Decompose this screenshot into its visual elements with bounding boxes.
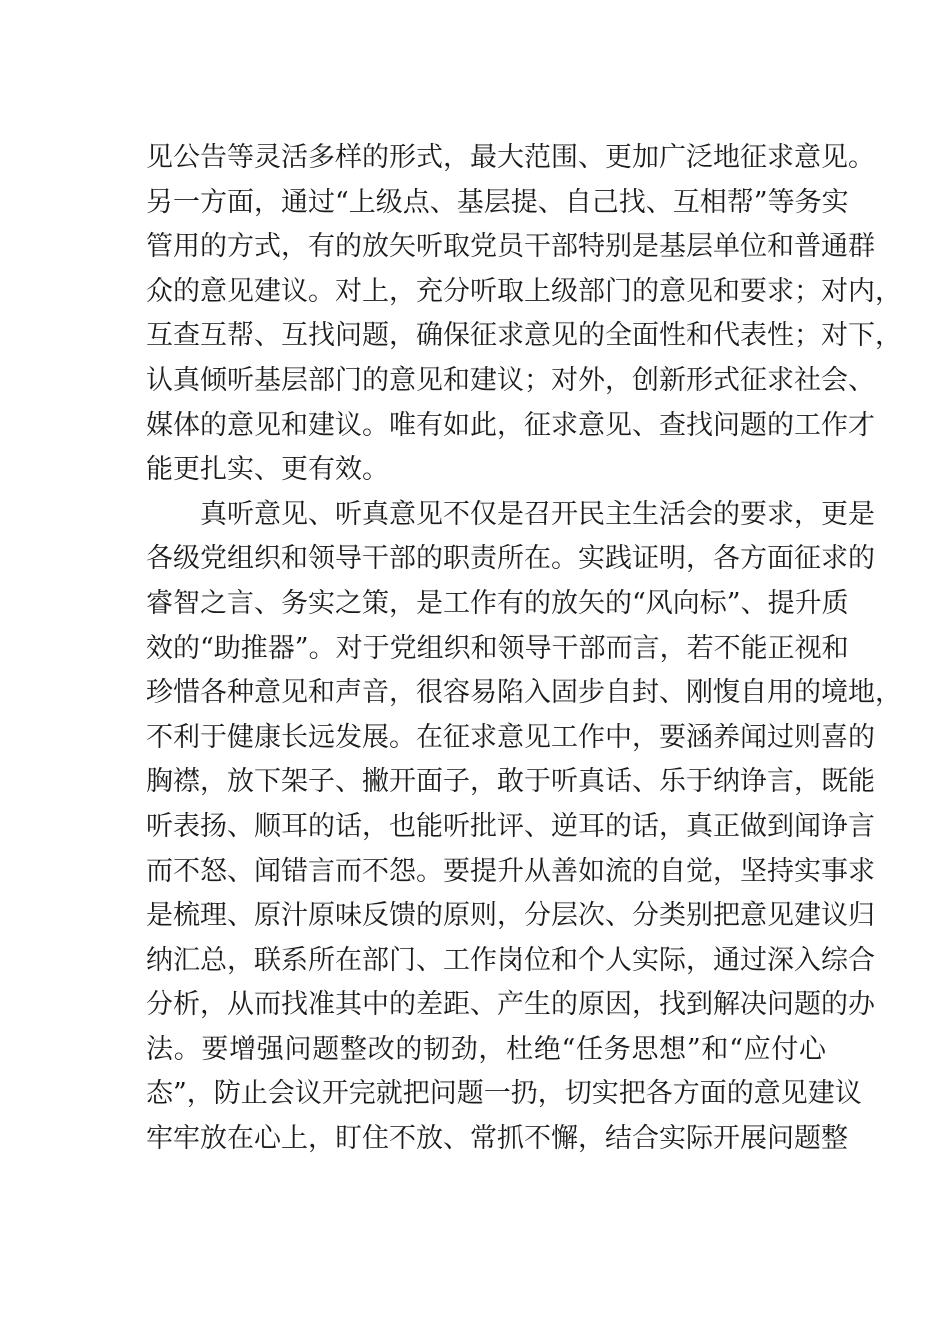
text-line: 是梳理、原汁原味反馈的原则，分层次、分类别把意见建议归 [146, 900, 875, 932]
text-line: 效的“助推器”。对于党组织和领导干部而言，若不能正视和 [146, 632, 849, 664]
text-line: 见公告等灵活多样的形式，最大范围、更加广泛地征求意见。 [146, 142, 875, 173]
text-line: 法。要增强问题整改的韧劲，杜绝“任务思想”和“应付心 [146, 1033, 826, 1065]
text-line: 胸襟，放下架子、撇开面子，敢于听真话、乐于纳诤言，既能 [146, 766, 875, 798]
text-line: 纳汇总，联系所在部门、工作岗位和个人实际，通过深入综合 [146, 944, 875, 976]
text-line: 管用的方式，有的放矢听取党员干部特别是基层单位和普通群 [146, 231, 875, 263]
text-line: 另一方面，通过“上级点、基层提、自己找、互相帮”等务实 [146, 186, 849, 218]
text-line: 不利于健康长远发展。在征求意见工作中，要涵养闻过则喜的 [146, 721, 875, 753]
text-line: 众的意见建议。对上，充分听取上级部门的意见和要求；对内， [146, 275, 902, 307]
text-line: 互查互帮、互找问题，确保征求意见的全面性和代表性；对下， [146, 320, 902, 352]
text-line: 而不怒、闻错言而不怨。要提升从善如流的自觉，坚持实事求 [146, 855, 875, 887]
document-body [146, 136, 902, 1162]
text-line: 珍惜各种意见和声音，很容易陷入固步自封、刚愎自用的境地， [146, 677, 902, 709]
text-line: 媒体的意见和建议。唯有如此，征求意见、查找问题的工作才 [146, 409, 875, 441]
text-line: 分析，从而找准其中的差距、产生的原因，找到解决问题的办 [146, 989, 875, 1021]
text-line: 真听意见、听真意见不仅是召开民主生活会的要求，更是 [200, 498, 875, 530]
text-line: 态”，防止会议开完就把问题一扔，切实把各方面的意见建议 [146, 1078, 862, 1110]
text-line: 牢牢放在心上，盯住不放、常抓不懈，结合实际开展问题整 [146, 1123, 848, 1155]
text-line: 各级党组织和领导干部的职责所在。实践证明，各方面征求的 [146, 543, 875, 575]
paragraph-1 [146, 136, 902, 493]
paragraph-2 [146, 493, 902, 1162]
text-line: 能更扎实、更有效。 [146, 454, 389, 486]
text-line: 睿智之言、务实之策，是工作有的放矢的“风向标”、提升质 [146, 587, 849, 619]
text-line: 听表扬、顺耳的话，也能听批评、逆耳的话，真正做到闻诤言 [146, 810, 875, 842]
text-line: 认真倾听基层部门的意见和建议；对外，创新形式征求社会、 [146, 364, 875, 396]
